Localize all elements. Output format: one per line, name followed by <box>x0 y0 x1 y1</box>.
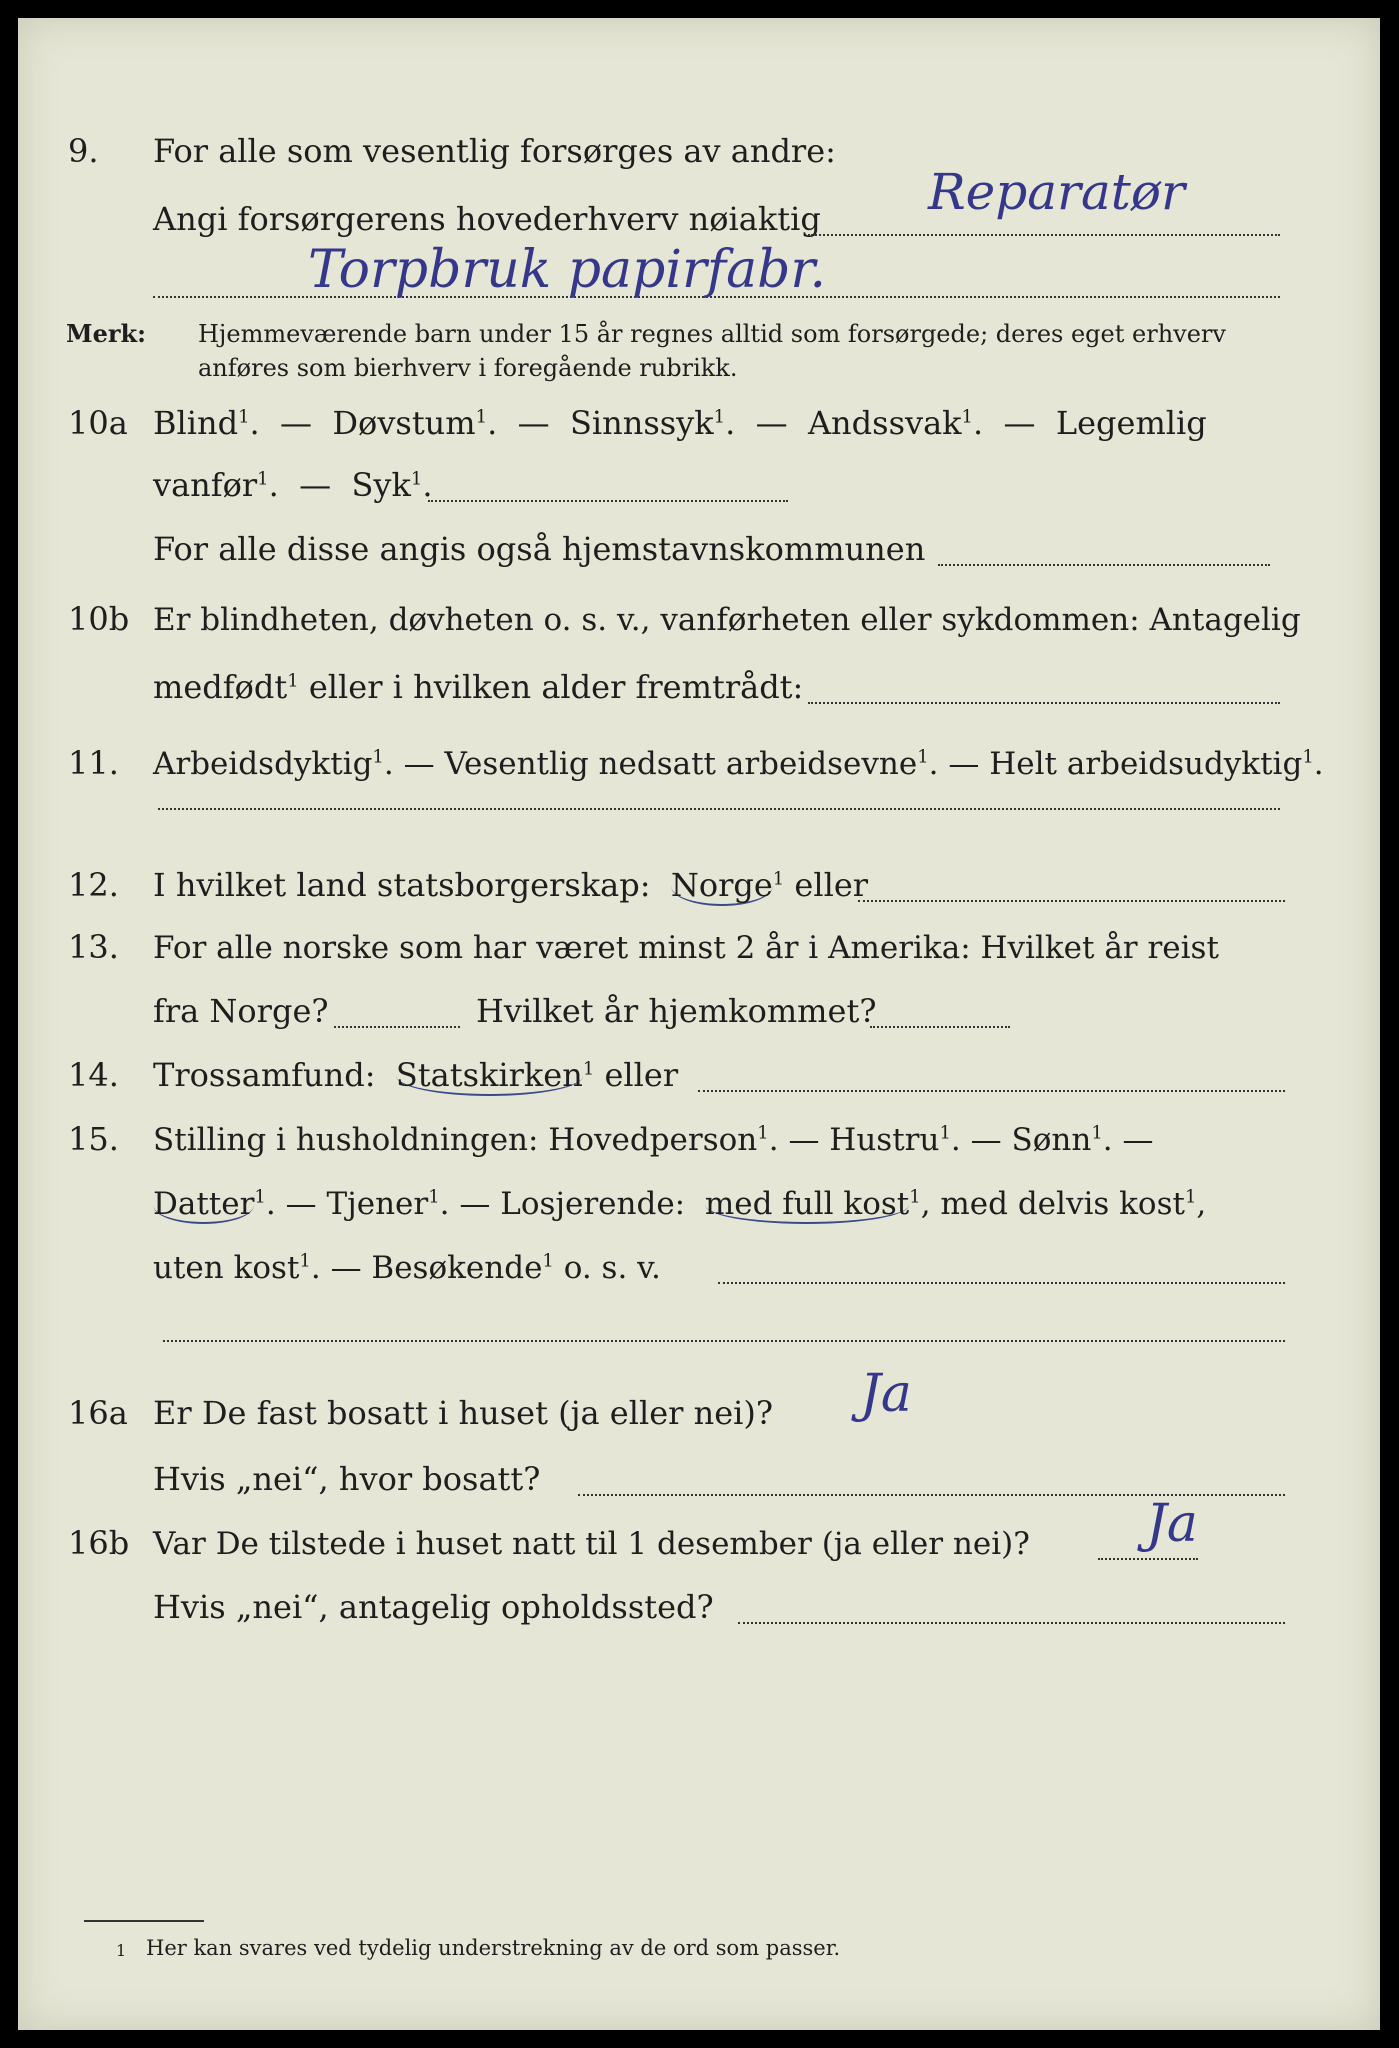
q13-text1: For alle norske som har været minst 2 år i Amerika: Hvilket år reist <box>153 930 1219 966</box>
q10b-line2 <box>18 652 1380 712</box>
q10a-answer-line[interactable] <box>428 500 788 502</box>
footnote-ref: 1 <box>961 406 973 428</box>
option-besokende[interactable]: — Besøkende <box>330 1250 543 1286</box>
q15-text3 <box>153 1250 661 1286</box>
q9-text1: For alle som vesentlig forsørges av andre: <box>153 132 836 170</box>
footnote-text: Her kan svares ved tydelig understrekning av de ord som passer. <box>146 1936 841 1960</box>
note-label: Merk: <box>66 319 146 348</box>
q15-text2: Datter$^1$. — Tjener$^1$. — Losjerende: med full kost$^1$, med delvis kost$^1$, <box>153 1186 1207 1222</box>
q16a-text2: Hvis „nei“, hvor bosatt? <box>153 1460 541 1498</box>
q9-text2: Angi forsørgerens hovederhverv nøiaktig <box>153 200 821 238</box>
period: . <box>1102 1122 1113 1158</box>
q10a-text1 <box>153 404 1207 442</box>
period: . <box>268 466 279 504</box>
footnote-ref: 1 <box>428 1186 440 1208</box>
footnote-ref: 1 <box>1184 1186 1197 1208</box>
period: . <box>487 404 498 442</box>
q16b-text2: Hvis „nei“, antagelig opholdssted? <box>153 1588 714 1626</box>
q15-text1 <box>153 1122 1153 1158</box>
q13-line2 <box>18 976 1380 1036</box>
q15-line2 <box>18 1168 1380 1228</box>
footnote-ref: 1 <box>582 1058 595 1080</box>
q12-eller: eller <box>794 866 869 904</box>
period: . <box>249 404 260 442</box>
q14-eller: eller <box>604 1056 679 1094</box>
q13-year-returned-line[interactable] <box>870 1026 1010 1028</box>
q11-number: 11. <box>68 744 119 782</box>
period: . <box>950 1122 961 1158</box>
footnote-ref: 1 <box>299 1250 311 1272</box>
footnote-ref: 1 <box>1302 746 1314 768</box>
footnote-ref: 1 <box>909 1186 921 1208</box>
q15-line3 <box>18 1232 1380 1292</box>
option-tjener[interactable]: — Tjener <box>285 1186 429 1222</box>
q16b-text1: Var De tilstede i huset natt til 1 desember (ja eller nei)? <box>153 1526 1030 1562</box>
note-text2: anføres som bierhverv i foregående rubrikk. <box>198 354 738 382</box>
footnote-ref: 1 <box>410 468 423 490</box>
option-arbeidsudyktig[interactable]: — Helt arbeidsudyktig <box>948 746 1303 782</box>
q10a-line3 <box>18 514 1380 574</box>
period: . <box>1313 746 1324 782</box>
option-andssvak[interactable]: Andssvak <box>807 404 962 442</box>
q10b-text2-rest: eller i hvilken alder fremtrådt: <box>308 668 804 706</box>
q15-answer-line[interactable] <box>718 1282 1285 1284</box>
dash: — <box>1122 1122 1154 1158</box>
option-hustru[interactable]: — Hustru <box>788 1122 940 1158</box>
q10a-number: 10a <box>68 404 128 442</box>
q14-answer-line[interactable] <box>698 1090 1285 1092</box>
option-medfodt[interactable]: medfødt <box>153 668 288 706</box>
q12-answer-line[interactable] <box>858 900 1285 902</box>
dash: — <box>1003 404 1036 442</box>
q13-text2a: fra Norge? <box>153 992 329 1030</box>
q15-line1 <box>18 1104 1380 1164</box>
option-statskirken[interactable]: Statskirken <box>395 1056 583 1094</box>
footnote-ref: 1 <box>757 1122 769 1144</box>
q13-number: 13. <box>68 928 119 966</box>
dash: — <box>299 466 332 504</box>
dash: — <box>280 404 313 442</box>
period: . <box>265 1186 276 1222</box>
option-uten-kost[interactable]: uten kost <box>153 1250 300 1286</box>
footnote-ref: 1 <box>238 406 250 428</box>
option-vanfor[interactable]: vanfør <box>153 466 258 504</box>
period: . <box>768 1122 779 1158</box>
q10a-line1 <box>18 388 1380 448</box>
footnote-ref: 1 <box>542 1250 554 1272</box>
footnote-ref: 1 <box>254 1186 266 1208</box>
footnote-ref: 1 <box>475 406 488 428</box>
footnote <box>18 1926 1380 1966</box>
q16a-answer: Ja <box>860 1364 912 1424</box>
q11-line2 <box>18 758 1380 818</box>
dash: — <box>755 404 788 442</box>
q10b-text1: Er blindheten, døvheten o. s. v., vanførheten eller sykdommen: Antagelig <box>153 602 1301 638</box>
q12-question: I hvilket land statsborgerskap: <box>153 866 651 904</box>
q13-text2b: Hvilket år hjemkommet? <box>476 992 877 1030</box>
note-line2 <box>18 328 1380 388</box>
q14-question: Trossamfund: <box>153 1056 376 1094</box>
note-text1: Hjemmeværende barn under 15 år regnes alltid som forsørgede; deres eget erhverv <box>198 320 1226 348</box>
q10b-number: 10b <box>68 600 130 638</box>
dash: — <box>517 404 550 442</box>
q9-answer-line[interactable] <box>808 234 1280 236</box>
q10a-text3: For alle disse angis også hjemstavnskommunen <box>153 530 926 568</box>
q15-osv: o. s. v. <box>563 1250 661 1286</box>
option-datter[interactable]: Datter <box>153 1186 255 1222</box>
q10b-text2 <box>153 668 803 706</box>
period: . <box>972 404 984 442</box>
q15-number: 15. <box>68 1120 119 1158</box>
footnote-ref: 1 <box>257 468 269 490</box>
q10a-home-municipality-line[interactable] <box>938 564 1270 566</box>
q16b-number: 16b <box>68 1524 130 1562</box>
q16b-answer: Ja <box>1146 1494 1198 1554</box>
footnote-ref: 1 <box>372 746 384 768</box>
q15-losjerende: — Losjerende: <box>459 1186 686 1222</box>
q10a-line2 <box>18 450 1380 510</box>
q9-answer-employer: Torpbruk papirfabr. <box>308 240 827 300</box>
q9-answer-occupation: Reparatør <box>928 163 1185 221</box>
footnote-ref: 1 <box>1091 1122 1103 1144</box>
q12-number: 12. <box>68 866 119 904</box>
period: . <box>439 1186 450 1222</box>
q14-line <box>18 1040 1380 1100</box>
q10a-text2 <box>153 466 433 504</box>
footnote-ref: 1 <box>917 746 929 768</box>
option-sonn[interactable]: — Sønn <box>970 1122 1092 1158</box>
q12-line <box>18 850 1380 910</box>
q16a-line1 <box>18 1378 1380 1438</box>
q16b-answer-line[interactable] <box>1098 1558 1198 1560</box>
footnote-ref: 1 <box>939 1122 951 1144</box>
option-norge[interactable]: Norge <box>670 866 773 904</box>
q10b-answer-line[interactable] <box>808 702 1280 704</box>
period: . <box>422 466 433 504</box>
q15-line4 <box>18 1290 1380 1350</box>
period: . <box>383 746 394 782</box>
option-blind[interactable]: Blind <box>153 404 239 442</box>
footnote-ref: 1 <box>772 868 785 890</box>
q14-number: 14. <box>68 1056 119 1094</box>
q10b-line1 <box>18 584 1380 644</box>
census-form-page <box>18 18 1380 2030</box>
option-hovedperson[interactable]: Stilling i husholdningen: Hovedperson <box>153 1122 758 1158</box>
option-syk[interactable]: Syk <box>351 466 411 504</box>
option-med-delvis-kost[interactable]: , med delvis kost <box>920 1186 1185 1222</box>
option-sinnssyk[interactable]: Sinnssyk <box>569 404 714 442</box>
q16a-number: 16a <box>68 1394 128 1432</box>
option-dovstum[interactable]: Døvstum <box>332 404 476 442</box>
footnote-divider <box>84 1920 204 1922</box>
footnote-ref: 1 <box>713 406 726 428</box>
footnote-ref: 1 <box>287 670 299 692</box>
period: . <box>725 404 736 442</box>
q14-text <box>153 1056 678 1094</box>
period: . <box>310 1250 321 1286</box>
period: . <box>928 746 939 782</box>
q11-answer-line[interactable] <box>158 808 1280 810</box>
footnote-mark: 1 <box>116 1941 127 1960</box>
option-legemlig[interactable]: Legemlig <box>1055 404 1207 442</box>
option-arbeidsdyktig[interactable]: Arbeidsdyktig <box>153 746 373 782</box>
q16b-line2 <box>18 1572 1380 1632</box>
option-med-full-kost[interactable]: med full kost <box>704 1186 910 1222</box>
option-nedsatt[interactable]: — Vesentlig nedsatt arbeidsevne <box>403 746 918 782</box>
q16b-residence-line[interactable] <box>738 1622 1285 1624</box>
q12-text <box>153 866 868 904</box>
q13-line1 <box>18 912 1380 972</box>
q13-year-left-line[interactable] <box>334 1026 460 1028</box>
q9-number: 9. <box>68 132 99 170</box>
q15-answer-line2[interactable] <box>163 1340 1285 1342</box>
q16a-text1: Er De fast bosatt i huset (ja eller nei)? <box>153 1394 774 1432</box>
